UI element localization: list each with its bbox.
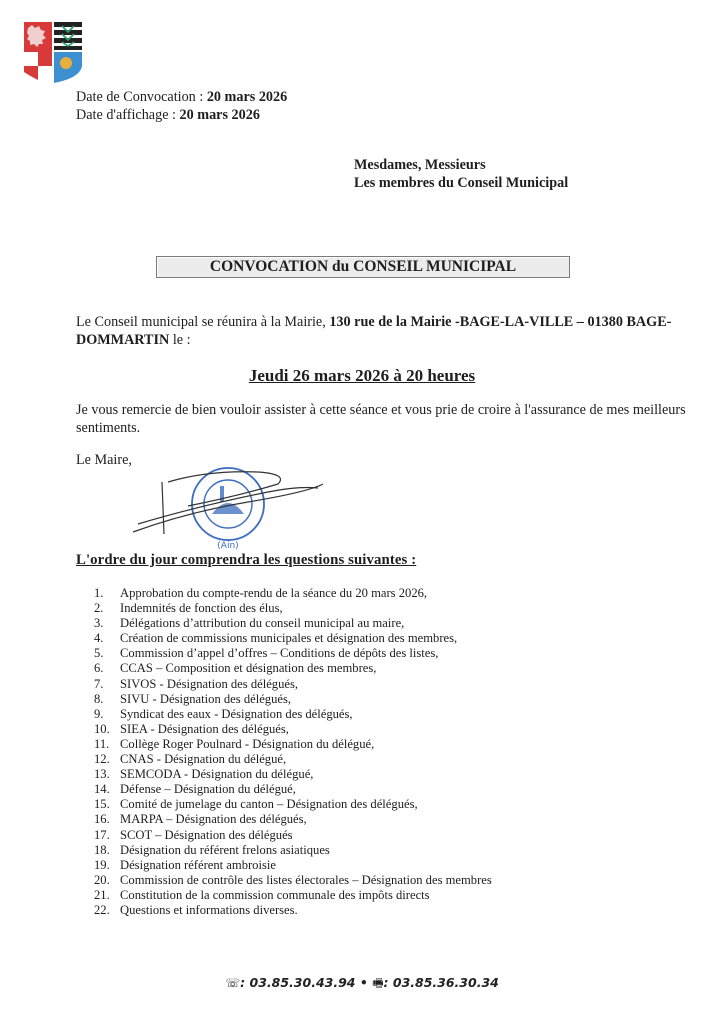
agenda-item-text: SIVOS - Désignation des délégués,: [120, 676, 299, 691]
agenda-item-text: Approbation du compte-rendu de la séance du 20 mars 2026,: [120, 586, 428, 600]
agenda-item-text: Questions et informations diverses.: [120, 902, 298, 917]
agenda-item: [94, 797, 492, 812]
agenda-item: [94, 692, 492, 707]
agenda-item: [94, 737, 492, 752]
fax-icon: 🖷: [372, 976, 384, 990]
agenda-item-text: Commission de contrôle des listes électorales – Désignation des membres: [120, 872, 492, 887]
agenda-item: [94, 752, 492, 767]
phone-number: : 03.85.30.43.94: [240, 975, 356, 990]
agenda-item-number: 15.: [94, 797, 110, 812]
agenda-item-text: CNAS - Désignation du délégué,: [120, 752, 287, 767]
svg-text:(Ain): (Ain): [217, 541, 239, 551]
agenda-item: [94, 903, 492, 918]
telephone-icon: ☏: [225, 976, 241, 990]
agenda-item: [94, 782, 492, 797]
agenda-item: [94, 661, 492, 676]
meeting-address: 130 rue de la Mairie -BAGE-LA-VILLE – 01380 BAGE-DOMMARTIN: [76, 314, 672, 348]
meeting-date: Jeudi 26 mars 2026 à 20 heures: [248, 366, 476, 385]
agenda-item: [94, 812, 492, 827]
agenda-item-text: SCOT – Désignation des délégués: [120, 827, 293, 842]
agenda-item: [94, 631, 492, 646]
agenda-item-number: 14.: [94, 782, 110, 797]
agenda-item-text: Constitution de la commission communale des impôts directs: [120, 887, 430, 902]
agenda-item-text: SIVU - Désignation des délégués,: [120, 691, 292, 706]
agenda-item: [94, 707, 492, 722]
agenda-item-number: 5.: [94, 646, 104, 661]
agenda-item: [94, 722, 492, 737]
agenda-item-number: 3.: [94, 616, 104, 631]
agenda-item-number: 16.: [94, 812, 110, 827]
signature-scribble: [133, 472, 323, 534]
agenda-item-text: Défense – Désignation du délégué,: [120, 782, 296, 797]
meeting-location-paragraph: Le Conseil municipal se réunira à la Mairie, 130 rue de la Mairie -BAGE-LA-VILLE – 01380 BAGE-DOMMARTIN le :: [76, 314, 672, 348]
agenda-title: L'ordre du jour comprendra les questions suivantes :: [76, 552, 417, 568]
contact-footer: [0, 974, 724, 995]
agenda-item-text: Délégations d’attribution du conseil municipal au maire,: [120, 616, 405, 631]
mayor-stamp-and-signature: [128, 462, 328, 552]
agenda-item-number: 11.: [94, 736, 110, 751]
recipients-line-1: Mesdames, Messieurs: [354, 157, 486, 173]
signatory-label: Le Maire,: [76, 452, 132, 468]
agenda-item-number: 9.: [94, 706, 104, 721]
agenda-item-text: Comité de jumelage du canton – Désignation des délégués,: [120, 797, 418, 812]
agenda-item-text: Collège Roger Poulnard - Désignation du délégué,: [120, 736, 375, 751]
agenda-item-number: 17.: [94, 827, 110, 842]
document-title: CONVOCATION du CONSEIL MUNICIPAL: [156, 256, 570, 278]
agenda-item-number: 12.: [94, 752, 110, 767]
agenda-item-number: 18.: [94, 842, 110, 857]
agenda-item: [94, 646, 492, 661]
agenda-item: [94, 828, 492, 843]
agenda-item-text: Syndicat des eaux - Désignation des délégués,: [120, 706, 353, 721]
fax-number: : 03.85.36.30.34: [383, 975, 499, 990]
agenda-item-text: Désignation du référent frelons asiatiques: [120, 842, 330, 857]
agenda-item-text: SEMCODA - Désignation du délégué,: [120, 767, 314, 782]
agenda-item-text: Commission d’appel d’offres – Conditions de dépôts des listes,: [120, 646, 439, 661]
agenda-item-text: SIEA - Désignation des délégués,: [120, 721, 289, 736]
agenda-item-text: Indemnités de fonction des élus,: [120, 601, 283, 616]
agenda-item-number: 4.: [94, 631, 104, 646]
date-convocation: Date de Convocation : 20 mars 2026: [76, 89, 288, 105]
agenda-item: [94, 843, 492, 858]
agenda-item: [94, 616, 492, 631]
dates-block: [76, 88, 287, 124]
separator-dot: •: [355, 975, 373, 990]
agenda-item-text: CCAS – Composition et désignation des membres,: [120, 661, 377, 676]
agenda-item-number: 6.: [94, 661, 104, 676]
agenda-item-number: 20.: [94, 872, 110, 887]
agenda-item: [94, 873, 492, 888]
agenda-list: [94, 586, 492, 918]
agenda-item-text: Création de commissions municipales et désignation des membres,: [120, 631, 458, 646]
agenda-item-number: 21.: [94, 887, 110, 902]
agenda-item-number: 8.: [94, 691, 104, 706]
agenda-item-number: 19.: [94, 857, 110, 872]
recipients-line-2: Les membres du Conseil Municipal: [354, 175, 569, 191]
agenda-item-number: 10.: [94, 721, 110, 736]
agenda-item-number: 13.: [94, 767, 110, 782]
official-stamp-icon: [192, 468, 264, 551]
agenda-item: [94, 586, 492, 601]
agenda-item-number: 7.: [94, 676, 104, 691]
closing-paragraph: Je vous remercie de bien vouloir assister à cette séance et vous prie de croire à l'assurance de mes meilleurs sentiments.: [76, 402, 686, 436]
coat-of-arms-icon: [22, 20, 84, 84]
agenda-item-number: 22.: [94, 902, 110, 917]
agenda-item-text: MARPA – Désignation des délégués,: [120, 812, 307, 827]
agenda-item: [94, 601, 492, 616]
agenda-item-number: 1.: [94, 586, 104, 600]
agenda-item: [94, 677, 492, 692]
recipients-block: [354, 156, 568, 192]
date-affichage: Date d'affichage : 20 mars 2026: [76, 107, 260, 123]
agenda-item-text: Désignation référent ambroisie: [120, 857, 276, 872]
agenda-item: [94, 767, 492, 782]
agenda-item: [94, 858, 492, 873]
agenda-item-number: 2.: [94, 601, 104, 616]
agenda-item: [94, 888, 492, 903]
